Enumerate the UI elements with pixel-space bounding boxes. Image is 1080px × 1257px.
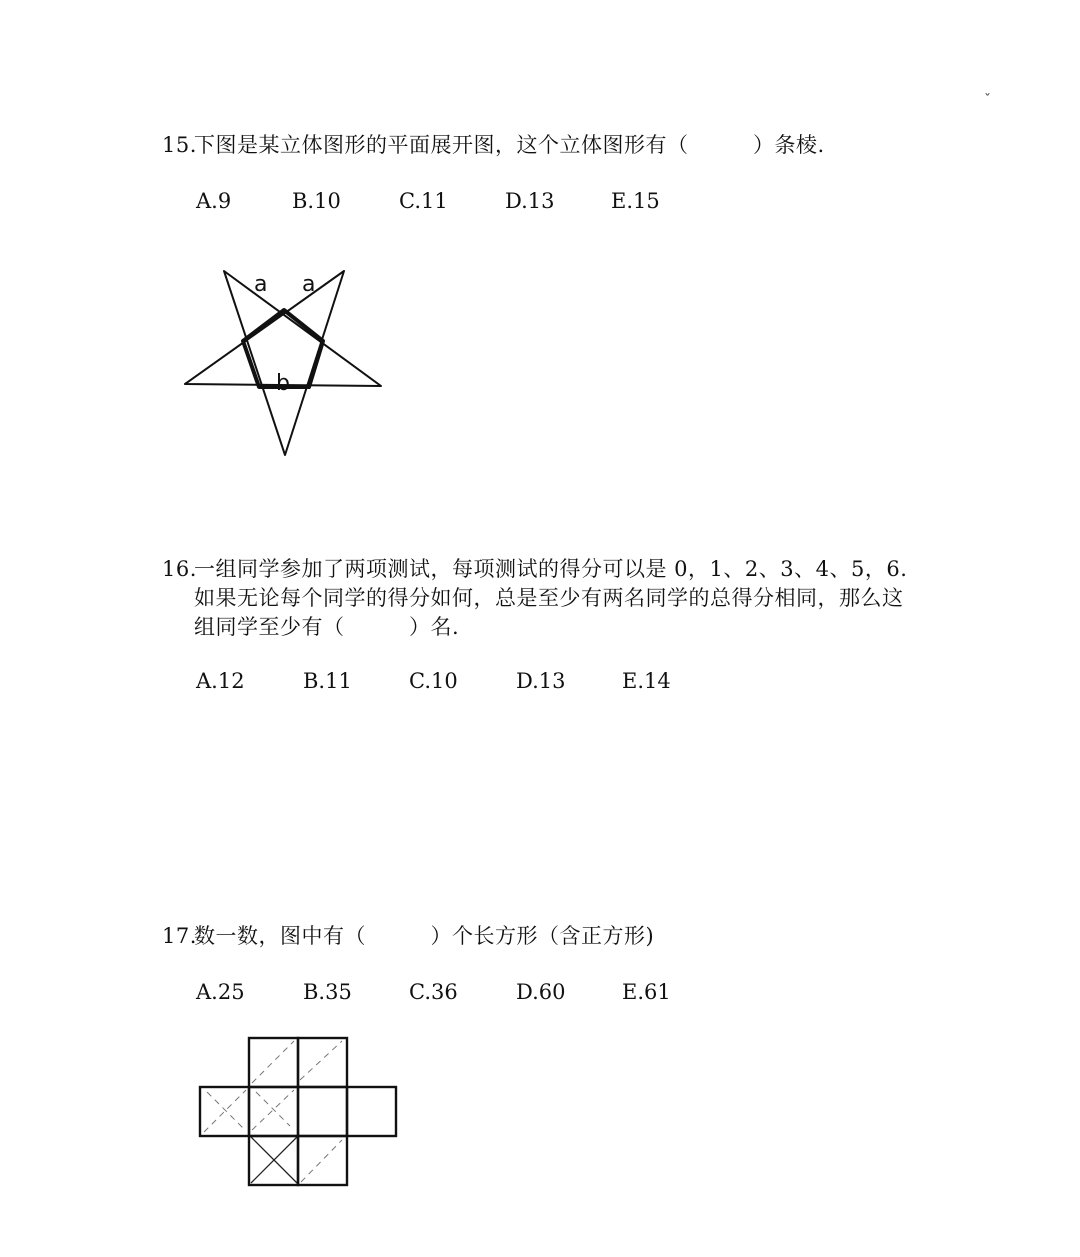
question-number: 15. [162, 133, 197, 157]
grid-cell-top-right [298, 1038, 347, 1087]
option-a[interactable]: A.25 [196, 980, 245, 1004]
option-d[interactable]: D.13 [505, 189, 555, 213]
label-a-right: a [302, 272, 316, 297]
option-b[interactable]: B.11 [303, 669, 352, 693]
question-17 [162, 922, 922, 951]
grid-cell-mid-2 [249, 1087, 298, 1136]
option-c[interactable]: C.11 [399, 189, 448, 213]
question-number: 16. [162, 557, 197, 581]
pentagon-outline [243, 310, 323, 387]
label-b: b [276, 371, 290, 396]
grid-cell-mid-1 [200, 1087, 249, 1136]
option-e[interactable]: E.14 [622, 669, 671, 693]
option-e[interactable]: E.61 [622, 980, 671, 1004]
option-c[interactable]: C.10 [409, 669, 458, 693]
question-number: 17. [162, 924, 197, 948]
grid-cell-top-left [249, 1038, 298, 1087]
option-a[interactable]: A.12 [196, 669, 245, 693]
option-c[interactable]: C.36 [409, 980, 458, 1004]
question-15 [162, 131, 922, 160]
grid-cell-mid-4 [347, 1087, 396, 1136]
option-a[interactable]: A.9 [196, 189, 232, 213]
option-d[interactable]: D.60 [516, 980, 566, 1004]
option-b[interactable]: B.35 [303, 980, 352, 1004]
option-d[interactable]: D.13 [516, 669, 566, 693]
option-e[interactable]: E.15 [611, 189, 660, 213]
star-outline [185, 271, 381, 455]
question-16 [162, 555, 922, 642]
question-text: 一组同学参加了两项测试，每项测试的得分可以是 0，1、2、3、4、5，6.如果无论每个同学的得分如何，总是至少有两名同学的总得分相同，那么这组同学至少有（ ）名. [194, 557, 908, 639]
grid-cell-bottom-right [298, 1136, 347, 1185]
question-text: 数一数，图中有（ ）个长方形（含正方形) [194, 924, 655, 948]
page-mark: ˯ [984, 80, 991, 96]
question-text: 下图是某立体图形的平面展开图，这个立体图形有（ ）条棱. [194, 133, 825, 157]
grid-cell-mid-3 [298, 1087, 347, 1136]
option-b[interactable]: B.10 [292, 189, 341, 213]
label-a-left: a [254, 272, 268, 297]
grid-cell-bottom-left [249, 1136, 298, 1185]
